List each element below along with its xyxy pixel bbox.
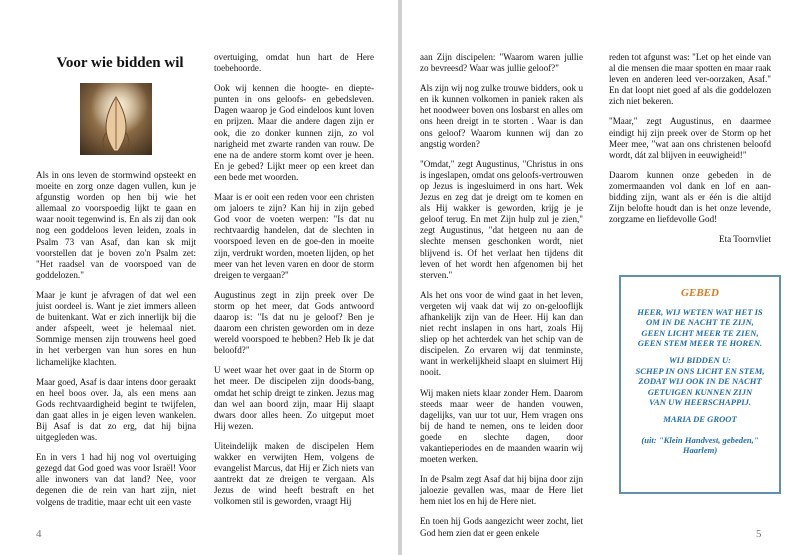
paragraph: Wij maken niets klaar zonder Hem. Daarom steeds maar weer de handen vouwen, dagelijks, van uur tot uur, Hem vragen ons bij de hand te nemen, ons te leiden door goede en slechte dagen, door vakantieperiodes en de maanden waarin wij moeten werken. [420, 387, 583, 465]
prayer-line: WIJ BIDDEN U: [668, 354, 732, 365]
text-column-2 [214, 52, 374, 510]
paragraph: Ook wij kennen die hoogte- en diepte-punten in ons geloofs- en gebedsleven. Dagen waarop je God eindeloos kunt loven en prijzen. Maar die andere dagen zijn er ook, die zo donker kunnen zijn, zo vol narigheid met zwarte randen van rouw. De ene na de andere storm komt over je heen. En je gebed? Lijkt meer op een kreet dan een bede met woorden. [214, 83, 374, 182]
article-title: Voor wie bidden wil [56, 55, 184, 71]
right-page [402, 0, 800, 555]
paragraph: U weet waar het over gaat in de Storm op het meer. De discipelen zijn doods-bang, omdat het schip dreigt te zinken. Jezus mag dan wel aan boord zijn, maar Hij slaapt dwars door alles heen. Zo uitgeput moet Hij wezen. [214, 365, 374, 431]
prayer-line: ZODAT WIJ OOK IN DE NACHT [638, 376, 762, 387]
paragraph: In de Psalm zegt Asaf dat hij bijna door zijn jaloezie gevallen was, maar de Here liet hem niet los en hij de Here niet. [420, 474, 583, 507]
paragraph: aan Zijn discipelen: "Waarom waren jullie zo bevreesd? Waar was jullie geloof?" [420, 52, 583, 74]
prayer-box [619, 275, 781, 494]
paragraph: "Maar," zegt Augustinus, en daarmee eindigt hij zijn preek over de Storm op het Meer mee, "wat aan ons christenen beloofd wordt, dát zal blijven in eeuwigheid!" [609, 116, 771, 160]
text-column-1 [36, 170, 196, 510]
prayer-line: VAN UW HEERSCHAPPIJ. [648, 397, 752, 408]
prayer-stanza-1 [621, 307, 779, 349]
paragraph: Als zijn wij nog zulke trouwe bidders, ook u en ik kunnen volkomen in paniek raken als het noodweer boven ons losbarst en alles om ons heen dreigt in te storten . Waar is dan ons geloof? Waarom kunnen wij dan zo angstig worden? [420, 83, 583, 149]
prayer-line: GEEN LICHT MEER TE ZIEN, [641, 327, 759, 338]
left-page [0, 0, 398, 555]
prayer-author: MARIA DE GROOT [663, 413, 737, 424]
paragraph: Maar is er ooit een reden voor een christen om jaloers te zijn? Kan hij in zijn gebed God voor de voeten werpen: "Is dat nu rechtvaardig handelen, dat de slechten in voorspoed leven en de goe-den in moeite zijn, verdrukt worden, moeten lijden, op het meer van het leven varen en door de storm dreigen te vergaan?" [214, 192, 374, 280]
prayer-title: GEBED [681, 287, 719, 299]
paragraph: Uiteindelijk maken de discipelen Hem wakker en verwijten Hem, volgens de evangelist Marcus, dat Hij er Zich niets van aantrekt dat ze dreigen te vergaan. Als Jezus de wind heeft bestraft en het volkomen stil is geworden, vraagt Hij [214, 440, 374, 507]
paragraph: Augustinus zegt in zijn preek over De storm op het meer, dat Gods antwoord daarop is: "Is dat nu je geloof? Ben je daarom een christen geworden om in deze wereld voorspoed te hebben? Heb Ik je dat beloofd?" [214, 289, 374, 356]
page-number-right: 5 [756, 528, 762, 540]
praying-hands-icon [94, 93, 138, 153]
prayer-line: GEEN STEM MEER TE HOREN. [637, 338, 763, 349]
paragraph: Daarom kunnen onze gebeden in de zomermaanden vol dank en lof en aan-bidding zijn, want als er één is die altijd Zijn belofte houdt dan is het onze levende, zorgzame en liefdevolle God! [609, 169, 771, 225]
prayer-line: SCHEP IN ONS LICHT EN STEM, [635, 365, 765, 376]
prayer-line: OM IN DE NACHT TE ZIJN, [646, 317, 754, 328]
prayer-line: HEER, WIJ WETEN WAT HET IS [637, 306, 763, 317]
praying-hands-picture [80, 83, 152, 155]
paragraph: En in vers 1 had hij nog vol overtuiging gezegd dat God goed was voor Israël! Voor alle inwoners van dat land? Nee, voor degenen die de rein van hart zijn, niet volgens de traditie, maar echt uit een vaste [36, 452, 196, 507]
author-signature: Eta Toornvliet [719, 234, 771, 245]
paragraph: reden tot afgunst was: "Let op het einde van al die mensen die maar spotten en maar raak leven en anderen leed ver-oorzaken, Asaf." En dat loopt niet goed af als die goddelozen zich niet bekeren. [609, 52, 771, 107]
paragraph: "Omdat," zegt Augustinus, "Christus in ons is ingeslapen, omdat ons geloofs-vertrouwen op Jezus is ingesluimerd in ons hart. Wek Jezus en zeg dat je dreigt om te komen en als Hij wakker is geworden, krijg je je geloof terug. En met Zijn hulp zul je zien," zegt Augustinus, "dat hetgeen nu aan de slechte mensen geschonken wordt, niet blijvend is. Of het verlaat hen tijdens dit leven of het wordt hen afgenomen bij het sterven." [420, 158, 583, 280]
paragraph: Maar goed, Asaf is daar intens door geraakt en heel boos over. Ja, als een mens aan Gods rechtvaardigheid begint te twijfelen, dan gaat alles in je eigen leven wankelen. Bij Asaf is dat zo erg, dat hij bijna uitgegleden was. [36, 376, 196, 443]
paragraph: Als in ons leven de stormwind opsteekt en moeite en zorg onze dagen vullen, kun je afgunstig worden op hen bij wie het allemaal zo voorspoedig lijkt te gaan en waar nooit tegenwind is. En als zij dan ook nog een goddeloos leven leiden, zoals in Psalm 73 van Asaf, dan kan sk mijt voorstellen dat je boven zo'n Psalm zet: "Het raadsel van de voorspoed van de goddelozen." [36, 170, 196, 280]
paragraph: Als het ons voor de wind gaat in het leven, vergeten wij vaak dat wij zo on-gelooflijk afhankelijk zijn van de Heer. Hij kan dan niet recht inslapen in ons hart, zoals Hij sliep op het achterdek van het schip van de discipelen. Zo ervaren wij dat tenminste, want in werkelijkheid slaapt en sluimert Hij nooit. [420, 289, 583, 378]
paragraph: overtuiging, omdat hun hart de Here toebehoorde. [214, 52, 374, 74]
prayer-source: (uit: "Klein Handvest, gebeden," Haarlem) [641, 434, 759, 456]
paragraph: En toen hij Gods aangezicht weer zocht, liet God hem zien dat er geen enkele [420, 516, 583, 538]
page-number-left: 4 [36, 528, 42, 540]
paragraph: Maar je kunt je afvragen of dat wel een juist oordeel is. Want je ziet immers alleen de buitenkant. Wat er zich innerlijk bij die ander afspeelt, weet je helemaal niet. Sommige mensen zijn trouwens heel goed in het verbergen van hun sores en hun lichamelijke klachten. [36, 289, 196, 367]
prayer-line: GETUIGEN KUNNEN ZIJN [647, 386, 753, 397]
text-column-4 [609, 52, 771, 272]
prayer-stanza-2 [621, 355, 779, 408]
text-column-3 [420, 52, 583, 538]
